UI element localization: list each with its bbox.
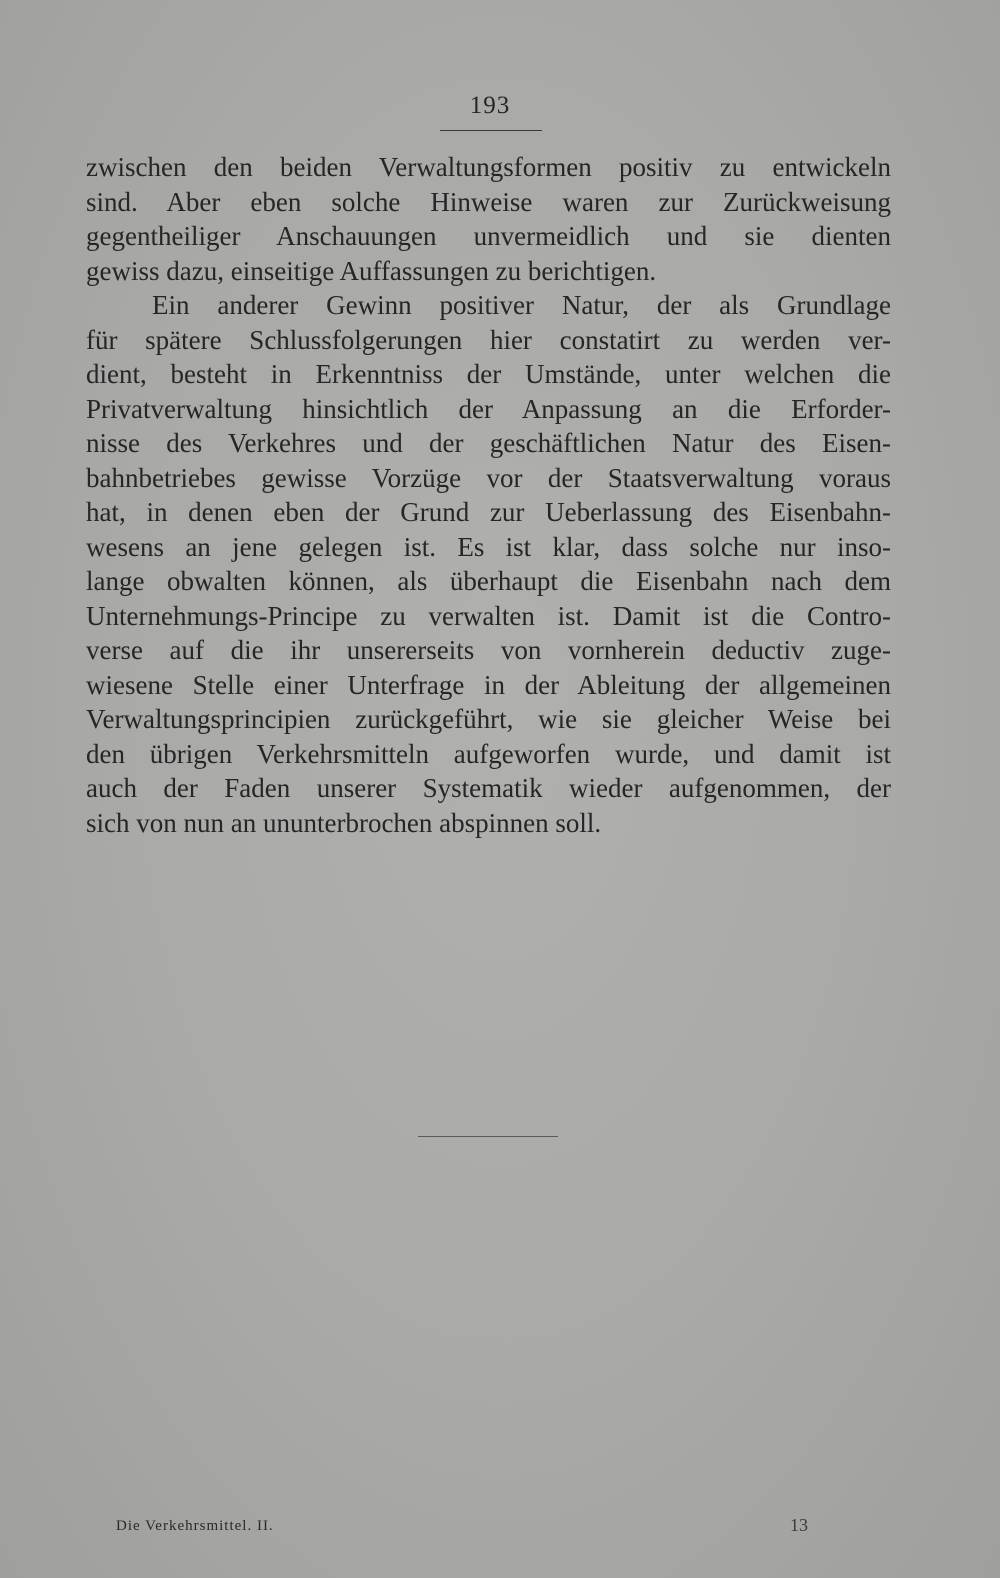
text-line: zwischen den beiden Verwaltungsformen positiv zu entwickeln xyxy=(86,152,891,182)
sheet-number: 13 xyxy=(790,1515,808,1535)
text-line: verse auf die ihr unsererseits von vornherein deductiv zuge- xyxy=(86,635,891,665)
text-line: Unternehmungs-Principe zu verwalten ist. Damit ist die Contro- xyxy=(86,600,891,631)
text-line: lange obwalten können, als überhaupt die Eisenbahn nach dem xyxy=(86,566,891,596)
text-line: nisse des Verkehres und der geschäftlichen Natur des Eisen- xyxy=(86,428,891,458)
text-line: gewiss dazu, einseitige Auffassungen zu berichtigen. xyxy=(86,255,657,286)
text-line: sind. Aber eben solche Hinweise waren zur Zurückweisung xyxy=(86,186,891,217)
text-line: dient, besteht in Erkenntniss der Umstände, unter welchen die xyxy=(86,359,891,389)
text-line: sich von nun an ununterbrochen abspinnen soll. xyxy=(86,807,602,838)
text-line: Ein anderer Gewinn positiver Natur, der als Grundlage xyxy=(152,290,891,320)
text-line: wiesene Stelle einer Unterfrage in der Ableitung der allgemeinen xyxy=(86,669,891,700)
text-line: für spätere Schlussfolgerungen hier constatirt zu werden ver- xyxy=(86,324,891,355)
text-line: Verwaltungsprincipien zurückgeführt, wie sie gleicher Weise bei xyxy=(86,704,891,734)
footer-signature: Die Verkehrsmittel. II. xyxy=(116,1518,274,1534)
text-line: Privatverwaltung hinsichtlich der Anpassung an die Erforder- xyxy=(86,393,891,424)
text-line: bahnbetriebes gewisse Vorzüge vor der Staatsverwaltung voraus xyxy=(86,462,891,493)
section-end-rule xyxy=(418,1136,558,1137)
text-line: hat, in denen eben der Grund zur Ueberlassung des Eisenbahn- xyxy=(86,497,891,527)
text-line: wesens an jene gelegen ist. Es ist klar, dass solche nur inso- xyxy=(86,531,891,562)
text-line: den übrigen Verkehrsmitteln aufgeworfen wurde, und damit ist xyxy=(86,738,891,769)
page-number: 193 xyxy=(469,92,511,119)
text-line: gegentheiliger Anschauungen unvermeidlich und sie dienten xyxy=(86,221,891,251)
text-line: auch der Faden unserer Systematik wieder aufgenommen, der xyxy=(86,773,891,803)
header-rule xyxy=(440,130,542,131)
body-text xyxy=(86,150,891,840)
